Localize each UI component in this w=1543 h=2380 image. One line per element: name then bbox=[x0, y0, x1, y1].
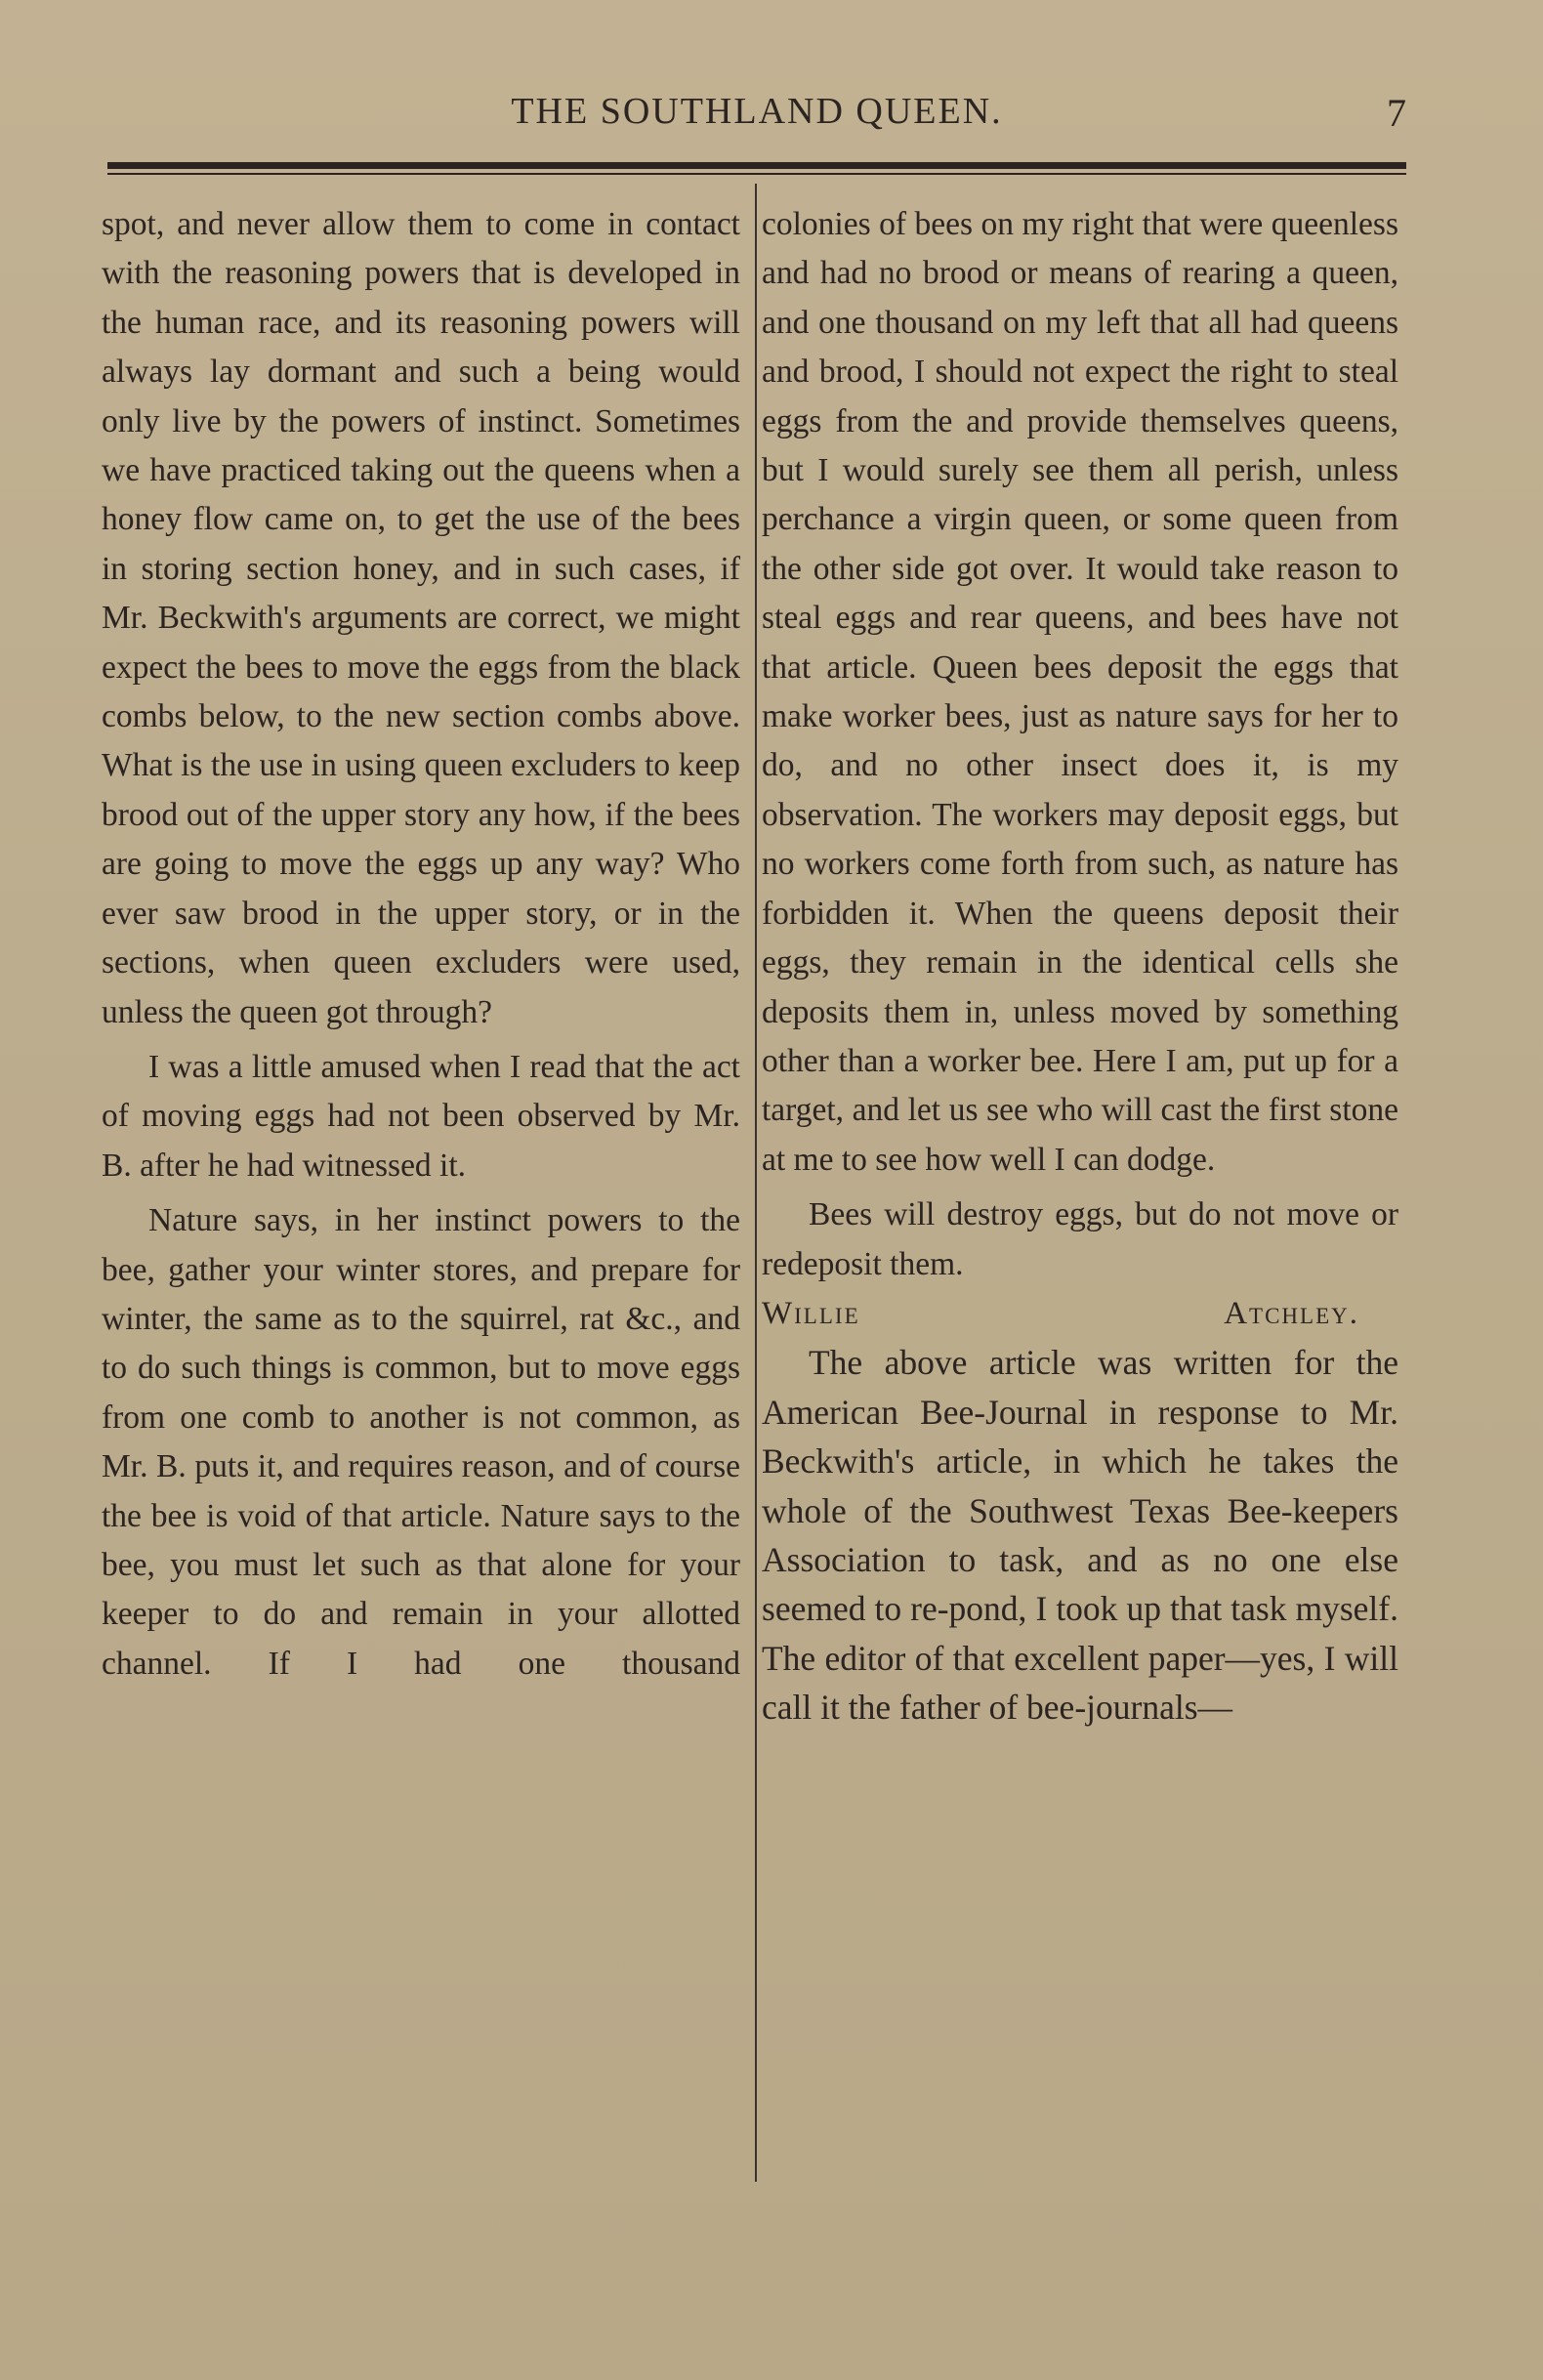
left-column bbox=[102, 200, 740, 1689]
editorial-note: The above article was written for the American Bee-Journal in response to Mr. Beckwith's article, in which he takes the whole of the Southwest Texas Bee-keepers Association to task, and as no one else seemed to re-pond, I took up that task myself. The editor of that excellent paper—yes, I will call it the father of bee-journals— bbox=[762, 1343, 1398, 1728]
right-paragraph-2: Bees will destroy eggs, but do not move or redeposit them. bbox=[762, 1196, 1398, 1282]
column-divider bbox=[755, 184, 757, 2182]
author-signature: Willie Atchley. bbox=[762, 1295, 1359, 1331]
left-paragraph-3: Nature says, in her instinct powers to the bee, gather your winter stores, and prepare for winter, the same as to the squirrel, rat &c., and to do such things is common, but to move eggs from one comb to another is not common, as Mr. B. puts it, and requires reason, and of course the bee is void of that article. Nature says to the bee, you must let such as that alone for your keeper to do and remain in your allotted channel. If I had one thousand bbox=[102, 1202, 740, 1682]
page-number: 7 bbox=[1387, 91, 1406, 135]
running-header bbox=[107, 90, 1406, 145]
left-paragraph-1: spot, and never allow them to come in contact with the reasoning powers that is developed in the human race, and its reasoning powers will always lay dormant and such a being would only live by the powers of instinct. Sometimes we have practiced taking out the queens when a honey flow came on, to get the use of the bees in storing section honey, and in such cases, if Mr. Beckwith's arguments are correct, we might expect the bees to move the eggs from the black combs below, to the new section combs above. What is the use in using queen excluders to keep brood out of the upper story any how, if the bees are going to move the eggs up any way? Who ever saw brood in the upper story, or in the sections, when queen excluders were used, unless the queen got through? bbox=[102, 206, 740, 1030]
header-rule-thin bbox=[107, 173, 1406, 175]
left-paragraph-2: I was a little amused when I read that the act of moving eggs had not been observed by Mr. B. after he had witnessed it. bbox=[102, 1048, 740, 1184]
header-rule-thick bbox=[107, 162, 1406, 169]
right-column bbox=[762, 200, 1398, 1733]
right-paragraph-1: colonies of bees on my right that were queenless and had no brood or means of rearing a queen, and one thousand on my left that all had queens and brood, I should not expect the right to steal eggs from the and provide themselves queens, but I would surely see them all perish, unless perchance a virgin queen, or some queen from the other side got over. It would take reason to steal eggs and rear queens, and bees have not that article. Queen bees deposit the eggs that make worker bees, just as nature says for her to do, and no other insect does it, is my observation. The workers may deposit eggs, but no workers come forth from such, as nature has forbidden it. When the queens deposit their eggs, they remain in the identical cells she deposits them in, unless moved by something other than a worker bee. Here I am, put up for a target, and let us see who will cast the first stone at me to see how well I can dodge. bbox=[762, 206, 1398, 1178]
journal-title: THE SOUTHLAND QUEEN. bbox=[511, 91, 1003, 132]
